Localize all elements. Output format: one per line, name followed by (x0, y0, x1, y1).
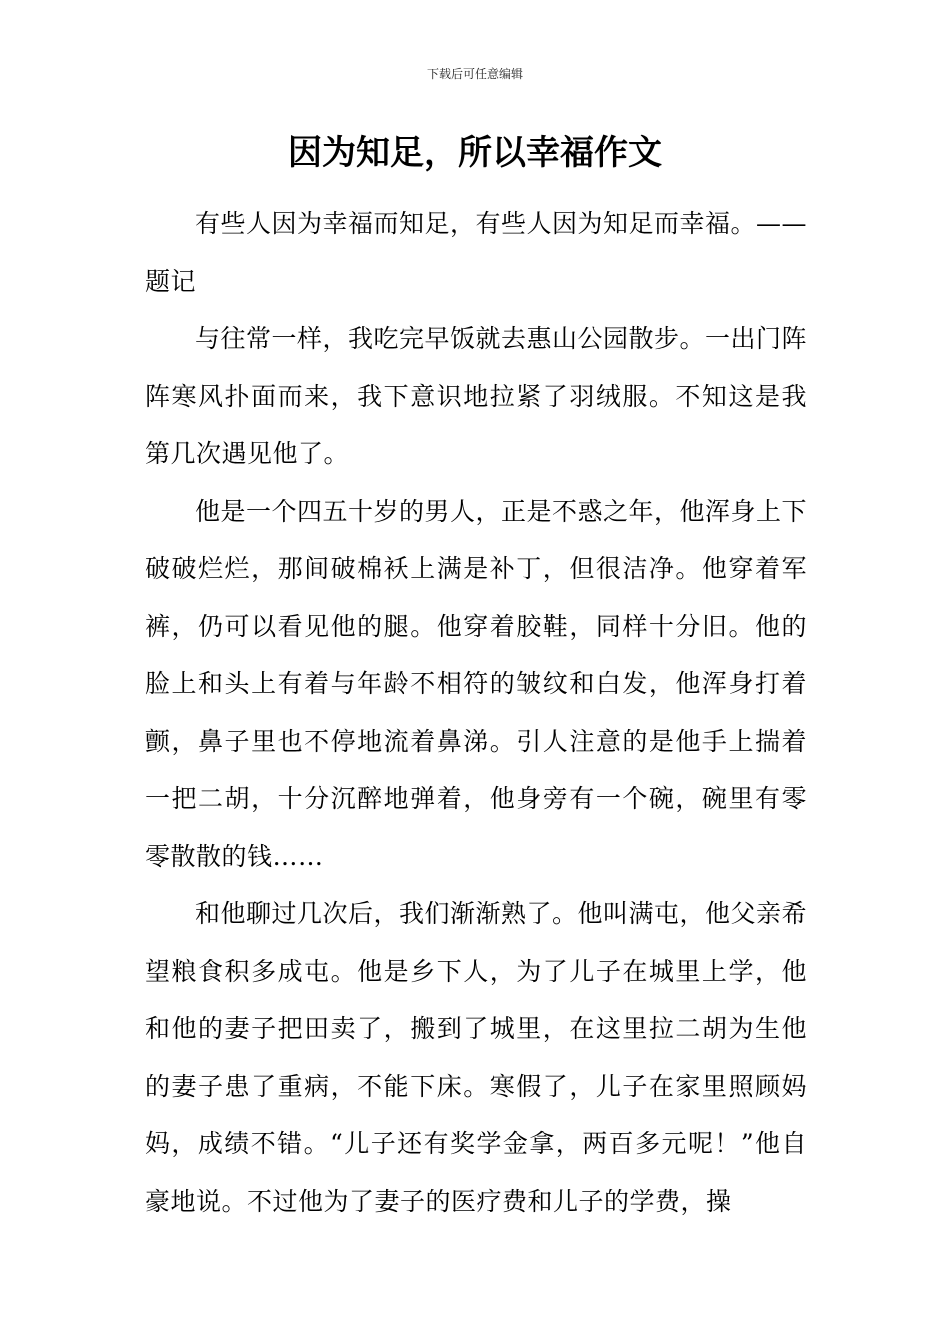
article-title: 因为知足，所以幸福作文 (288, 133, 662, 173)
paragraph-epigraph: 有些人因为幸福而知足，有些人因为知足而幸福。——题记 (145, 209, 808, 296)
paragraph-description: 他是一个四五十岁的男人，正是不惑之年，他浑身上下破破烂烂，那间破棉袄上满是补丁，但很洁净。他穿着军裤，仍可以看见他的腿。他穿着胶鞋，同样十分旧。他的脸上和头上有着与年龄不相符的皱纹和白发，他浑身打着颤，鼻子里也不停地流着鼻涕。引人注意的是他手上揣着一把二胡，十分沉醉地弹着，他身旁有一个碗，碗里有零零散散的钱…… (145, 496, 808, 871)
paragraph-walk: 与往常一样，我吃完早饭就去惠山公园散步。一出门阵阵寒风扑面而来，我下意识地拉紧了羽绒服。不知这是我第几次遇见他了。 (145, 324, 808, 468)
paragraph-story: 和他聊过几次后，我们渐渐熟了。他叫满屯，他父亲希望粮食积多成屯。他是乡下人，为了儿子在城里上学，他和他的妻子把田卖了，搬到了城里，在这里拉二胡为生他的妻子患了重病，不能下床。寒假了，儿子在家里照顾妈妈，成绩不错。“儿子还有奖学金拿，两百多元呢！”他自豪地说。不过他为了妻子的医疗费和儿子的学费，操 (145, 899, 808, 1216)
header-note: 下载后可任意编辑 (426, 67, 523, 81)
article-body (145, 195, 807, 1230)
